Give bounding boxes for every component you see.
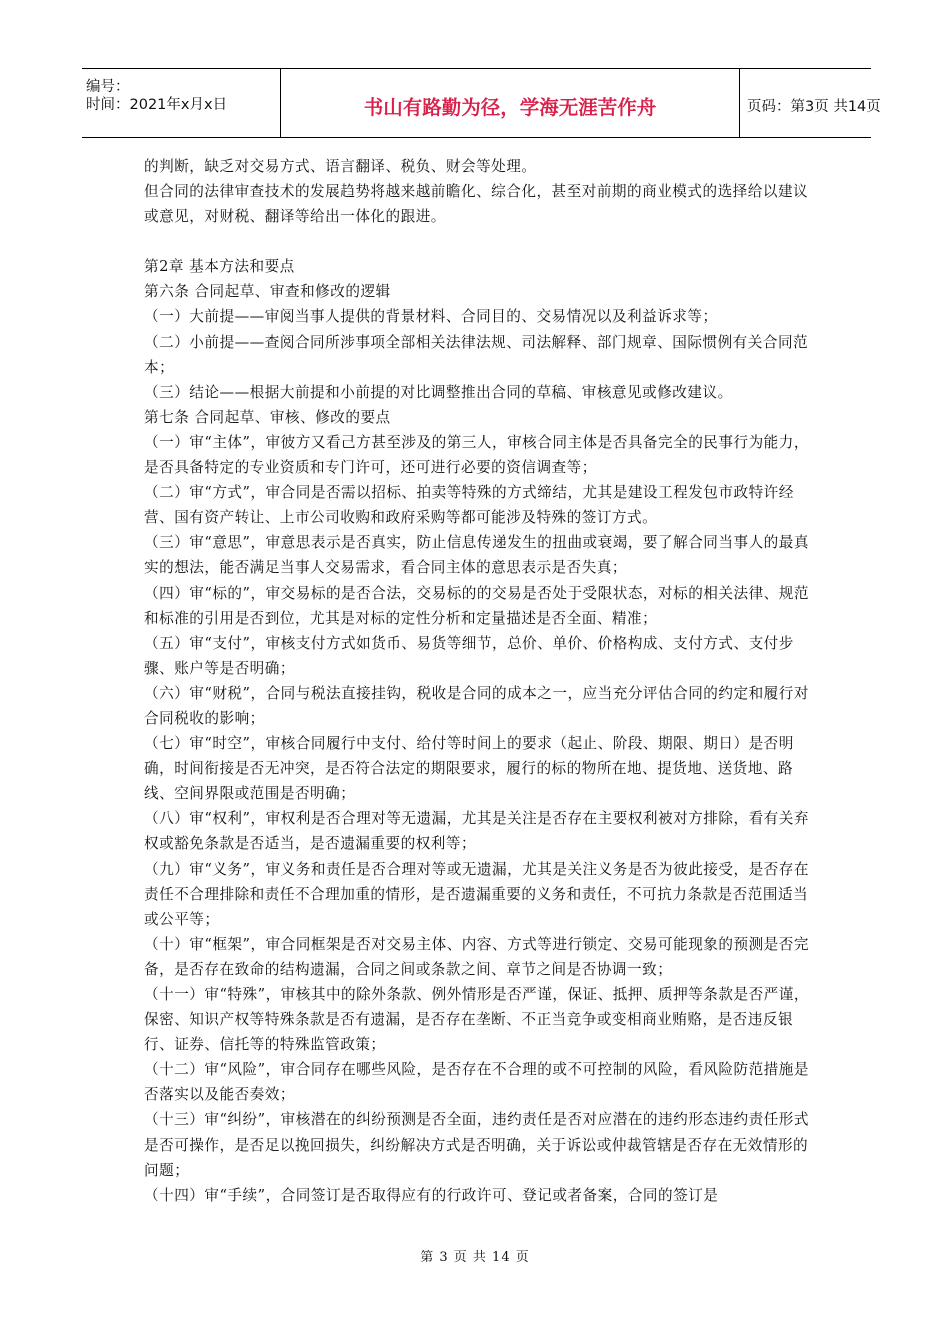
header-motto: 书山有路勤为径，学海无涯苦作舟 xyxy=(363,96,657,119)
paragraph: 但合同的法律审查技术的发展趋势将越来越前瞻化、综合化，甚至对前期的商业模式的选择给以建议或意见，对财税、翻译等给出一体化的跟进。 xyxy=(144,183,809,226)
paragraph: （三）结论——根据大前提和小前提的对比调整推出合同的草稿、审核意见或修改建议。 xyxy=(144,383,733,401)
header-meta-cell xyxy=(82,69,280,137)
paragraph-gap xyxy=(144,229,812,254)
header-page-cell xyxy=(739,69,881,137)
paragraph: 的判断，缺乏对交易方式、语言翻译、税负、财会等处理。 xyxy=(144,158,537,175)
document-number-label: 编号： xyxy=(86,79,130,95)
paragraph: （二）小前提——查阅合同所涉事项全部相关法律法规、司法解释、部门规章、国际惯例有关合同范本； xyxy=(144,333,809,376)
paragraph: （四）审“标的”，审交易标的是否合法，交易标的的交易是否处于受限状态，对标的相关法律、规范和标准的引用是否到位，尤其是对标的定性分析和定量描述是否全面、精准； xyxy=(144,584,809,627)
document-body xyxy=(144,154,812,1208)
document-date-label: 时间：2021年x月x日 xyxy=(86,97,228,113)
paragraph: （三）审“意思”，审意思表示是否真实，防止信息传递发生的扭曲或衰竭，要了解合同当事人的最真实的想法，能否满足当事人交易需求，看合同主体的意思表示是否失真； xyxy=(144,534,809,577)
paragraph: （七）审“时空”，审核合同履行中支付、给付等时间上的要求（起止、阶段、期限、期日）是否明确，时间衔接是否无冲突，是否符合法定的期限要求，履行的标的物所在地、提货地、送货地、路线、空间界限或范围是否明确； xyxy=(144,735,794,803)
paragraph: （十二）审“风险”，审合同存在哪些风险，是否存在不合理的或不可控制的风险，看风险防范措施是否落实以及能否奏效； xyxy=(144,1061,809,1104)
paragraph: （一）审“主体”，审彼方又看己方甚至涉及的第三人，审核合同主体是否具备完全的民事行为能力，是否具备特定的专业资质和专门许可，还可进行必要的资信调查等； xyxy=(144,433,809,477)
paragraph: （十）审“框架”，审合同框架是否对交易主体、内容、方式等进行锁定、交易可能现象的预测是否完备，是否存在致命的结构遗漏，合同之间或条款之间、章节之间是否协调一致； xyxy=(144,935,809,978)
paragraph: （十四）审“手续”，合同签订是否取得应有的行政许可、登记或者备案，合同的签订是 xyxy=(144,1186,719,1204)
page-footer: 第 3 页 共 14 页 xyxy=(420,1250,530,1265)
paragraph: （六）审“财税”，合同与税法直接挂钩，税收是合同的成本之一，应当充分评估合同的约定和履行对合同税收的影响； xyxy=(144,684,809,727)
chapter-heading: 第2章 基本方法和要点 xyxy=(144,258,295,276)
paragraph: （二）审“方式”，审合同是否需以招标、拍卖等特殊的方式缔结，尤其是建设工程发包市政特许经营、国有资产转让、上市公司收购和政府采购等都可能涉及特殊的签订方式。 xyxy=(144,484,794,527)
article-heading: 第六条 合同起草、审查和修改的逻辑 xyxy=(144,283,391,301)
header-page-info: 页码：第3页 共14页 xyxy=(747,99,881,115)
paragraph: （九）审“义务”，审义务和责任是否合理对等或无遗漏，尤其是关注义务是否为彼此接受，是否存在责任不合理排除和责任不合理加重的情形，是否遗漏重要的义务和责任，不可抗力条款是否范围适当或公平等； xyxy=(144,860,809,928)
article-heading: 第七条 合同起草、审核、修改的要点 xyxy=(144,408,391,426)
paragraph: （五）审“支付”，审核支付方式如货币、易货等细节，总价、单价、价格构成、支付方式、支付步骤、账户等是否明确； xyxy=(144,634,794,677)
paragraph: （十三）审“纠纷”，审核潜在的纠纷预测是否全面，违约责任是否对应潜在的违约形态违约责任形式是否可操作，是否足以挽回损失，纠纷解决方式是否明确，关于诉讼或仲裁管辖是否存在无效情形的问题； xyxy=(144,1111,809,1179)
paragraph: （一）大前提——审阅当事人提供的背景材料、合同目的、交易情况以及利益诉求等； xyxy=(144,308,718,326)
page-header xyxy=(82,68,881,138)
paragraph: （十一）审“特殊”，审核其中的除外条款、例外情形是否严谨，保证、抵押、质押等条款是否严谨，保密、知识产权等特殊条款是否有遗漏，是否存在垄断、不正当竞争或变相商业贿赂，是否违反银行、证券、信托等的特殊监管政策； xyxy=(144,986,809,1054)
paragraph: （八）审“权利”，审权利是否合理对等无遗漏，尤其是关注是否存在主要权利被对方排除，看有关弃权或豁免条款是否适当，是否遗漏重要的权利等； xyxy=(144,810,809,853)
header-motto-cell xyxy=(280,69,740,137)
